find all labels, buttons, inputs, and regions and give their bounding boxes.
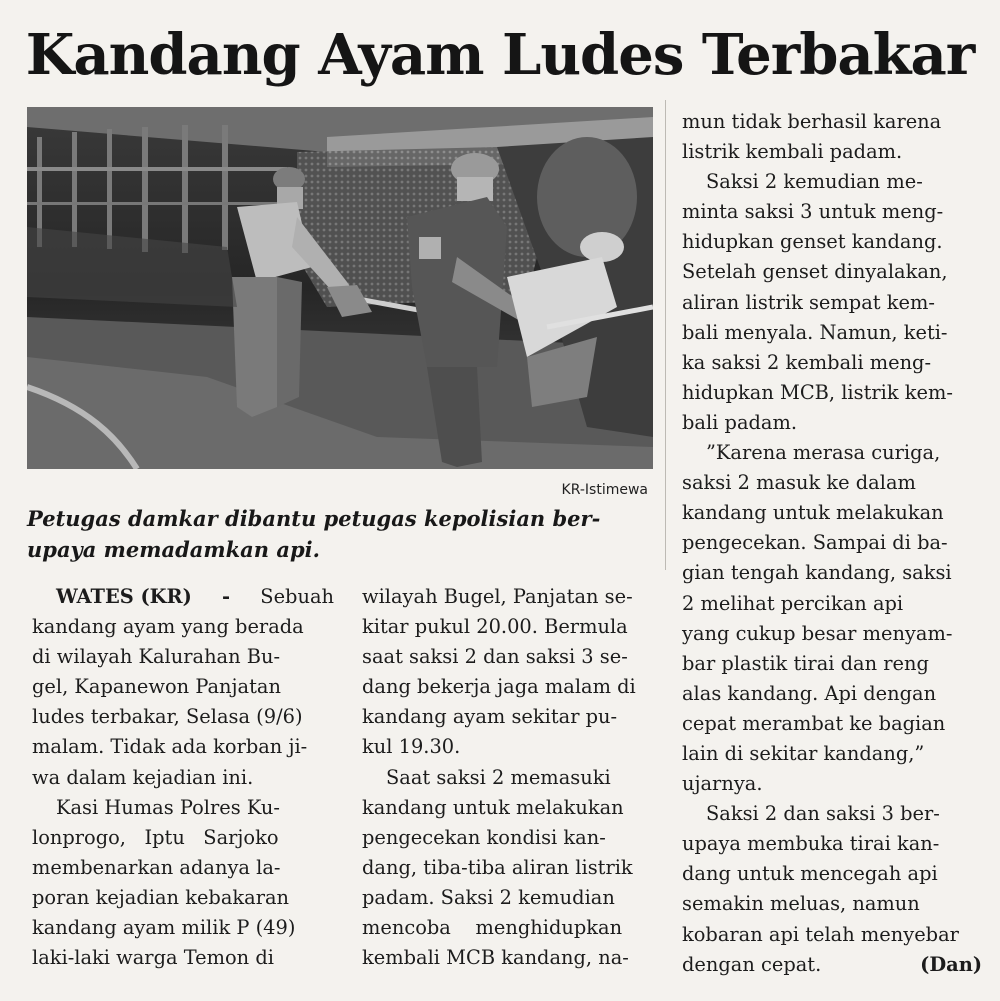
text-line: Setelah genset dinyalakan, (682, 260, 948, 284)
text-line: wilayah Bugel, Panjatan se- (362, 585, 633, 608)
text-line: kandang ayam milik P (49) (32, 916, 296, 940)
column-divider (665, 100, 666, 570)
caption-line: Petugas damkar dibantu petugas kepolisian ber- (27, 506, 601, 531)
photo-credit: KR-Istimewa (561, 482, 648, 498)
text-line: saksi 2 masuk ke dalam (682, 471, 916, 495)
line-text: Sebuah (260, 585, 334, 608)
text-line: hidupkan genset kandang. (682, 230, 943, 254)
text-line: Kasi Humas Polres Ku- (56, 795, 280, 819)
text-line: kitar pukul 20.00. Bermula (362, 615, 628, 639)
text-line: membenarkan adanya la- (32, 855, 281, 879)
text-line: bar plastik tirai dan reng (682, 651, 929, 675)
text-line: malam. Tidak ada korban ji- (32, 735, 308, 759)
text-line: saat saksi 2 dan saksi 3 se- (362, 645, 628, 669)
text-line: mencoba menghidupkan (362, 916, 623, 940)
text-line (32, 582, 334, 612)
text-line: wa dalam kejadian ini. (32, 765, 254, 789)
text-line: hidupkan MCB, listrik kem- (682, 380, 953, 404)
text-line: ka saksi 2 kembali meng- (682, 350, 932, 374)
text-line: kandang ayam yang berada (32, 615, 304, 639)
text-line: laki-laki warga Temon di (32, 946, 274, 970)
headline: Kandang Ayam Ludes Terbakar (25, 22, 975, 88)
text-line: Saat saksi 2 memasuki (386, 765, 611, 789)
article-column-3 (682, 107, 982, 980)
text-line: cepat merambat ke bagian (682, 711, 946, 735)
text-line: mun tidak berhasil karena (682, 110, 942, 133)
text-line: kandang untuk melakukan (682, 501, 944, 525)
text-line: 2 melihat percikan api (682, 591, 904, 615)
text-line: ludes terbakar, Selasa (9/6) (32, 705, 303, 729)
text-line: bali menyala. Namun, keti- (682, 320, 948, 344)
text-line: ”Karena merasa curiga, (706, 441, 941, 465)
text-line: semakin meluas, namun (682, 892, 920, 916)
text-line: Saksi 2 dan saksi 3 ber- (706, 802, 940, 826)
text-line: gel, Kapanewon Panjatan (32, 675, 281, 699)
text-line (682, 950, 982, 980)
text-line: pengecekan. Sampai di ba- (682, 531, 948, 555)
article-column-1 (32, 582, 334, 973)
photo-caption (27, 503, 655, 565)
text-line: padam. Saksi 2 kemudian (362, 885, 615, 909)
dateline-separator: - (222, 585, 231, 608)
text-line: kandang ayam sekitar pu- (362, 705, 618, 729)
text-line: lain di sekitar kandang,” (682, 741, 925, 765)
text-line: alas kandang. Api dengan (682, 681, 937, 705)
text-line: yang cukup besar menyam- (682, 621, 953, 645)
news-photo (27, 107, 653, 469)
text-line: minta saksi 3 untuk meng- (682, 200, 944, 224)
caption-line: upaya memadamkan api. (27, 537, 320, 562)
text-line: dang untuk mencegah api (682, 862, 938, 886)
text-line: kandang untuk melakukan (362, 795, 624, 819)
text-line: gian tengah kandang, saksi (682, 561, 952, 585)
text-line: poran kejadian kebakaran (32, 885, 290, 909)
text-line: Saksi 2 kemudian me- (706, 170, 923, 194)
text-line: dang bekerja jaga malam di (362, 675, 636, 699)
text-line: ujarnya. (682, 772, 763, 796)
text-line: kobaran api telah menyebar (682, 922, 959, 946)
text-line: pengecekan kondisi kan- (362, 825, 606, 849)
text-line: aliran listrik sempat kem- (682, 290, 935, 314)
text-line: listrik kembali padam. (682, 140, 903, 164)
firefighters-photo (27, 107, 653, 469)
author-signature: (Dan) (920, 952, 982, 976)
text-line: dang, tiba-tiba aliran listrik (362, 855, 633, 879)
text-line: di wilayah Kalurahan Bu- (32, 645, 281, 669)
dateline: WATES (KR) (56, 585, 192, 608)
text-line: lonprogo, Iptu Sarjoko (32, 825, 279, 849)
article-column-2 (362, 582, 660, 973)
line-text: dengan cepat. (682, 952, 822, 976)
text-line: bali padam. (682, 410, 798, 434)
text-line: kembali MCB kandang, na- (362, 946, 629, 970)
text-line: upaya membuka tirai kan- (682, 832, 940, 856)
text-line: kul 19.30. (362, 735, 461, 759)
